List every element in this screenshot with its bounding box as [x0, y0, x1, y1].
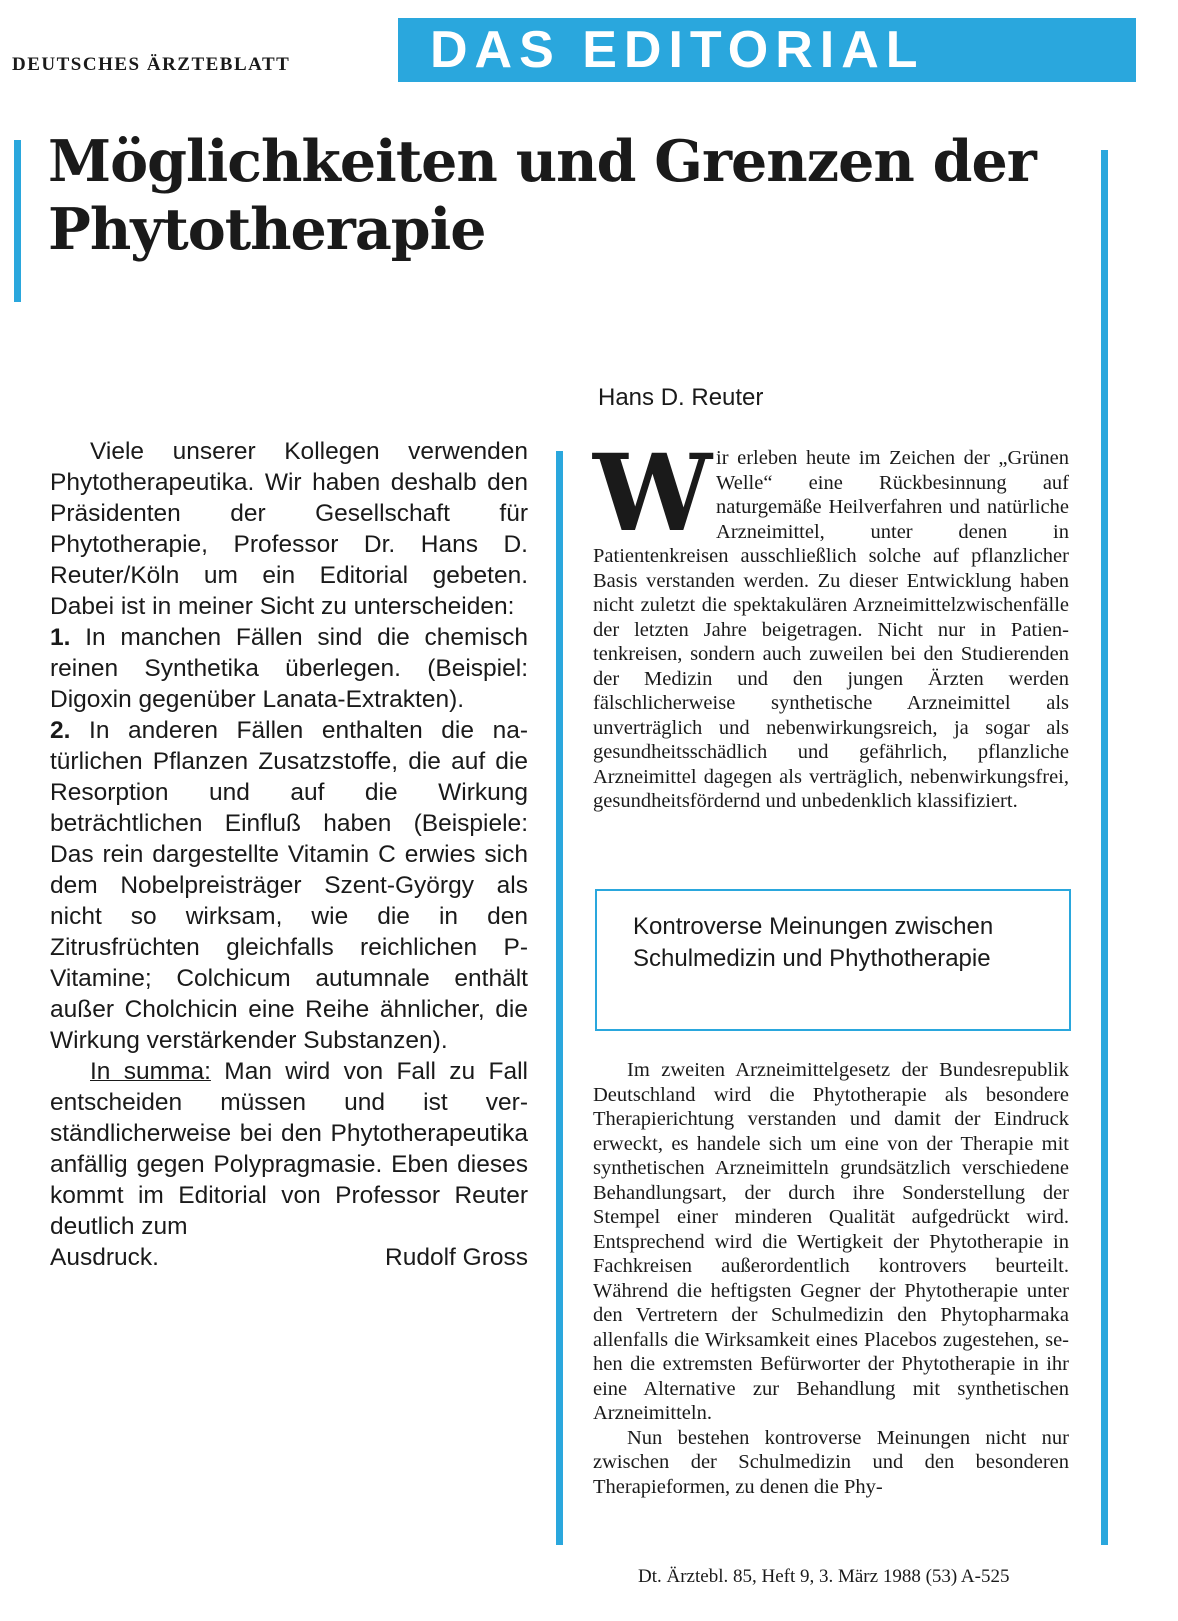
callout-box	[595, 889, 1071, 1031]
section-banner	[398, 18, 1136, 82]
intro-point-1	[50, 622, 528, 715]
right-accent-rule	[1101, 150, 1108, 1545]
point-2-text: In anderen Fällen enthalten die natürlichen Pflanzen Zusatzstoffe, die auf die Resorption und auf die Wirkung beträchtlichen Einfluß haben (Beispiele: Das rein dargestellte Vitamin C erwies sich dem Nobelpreisträger Szent-György als nicht so wirksam, wie die in den Zitrusfrüchten gleichfalls reichlichen P-Vitamine; Colchicum autumnale enthält außer Cholchicin eine Reihe ähnlicher, die Wirkung verstärkender Substanzen).	[50, 717, 528, 1054]
body-paragraph-2: Im zweiten Arzneimittelgesetz der Bundesrepublik Deutschland wird die Phytotherapie als besondere Therapierichtung verstanden und damit der Eindruck erweckt, es handele sich um eine von der Therapie mit synthetischen Arzneimitteln grundsätzlich verschiedene Behandlungsart, der durch ihre Sonderstellung der Stempel einer minderen Qualität aufgedrückt wird. Entsprechend wird die Wertigkeit der Phytotherapie in Fachkreisen außerordentlich kontrovers beurteilt. Während die heftigsten Gegner der Phytotherapie unter den Vertretern der Schulmedizin den Phytopharmaka allenfalls die Wirksamkeit eines Placebos zugestehen, sehen die extremsten Befürworter der Phytotherapie in ihr eine Alternative zur Behandlung mit synthetischen Arzneimitteln.	[593, 1059, 1069, 1424]
intro-last-word: Ausdruck.	[50, 1244, 159, 1271]
body-column-top	[593, 430, 1069, 814]
point-1-text: In manchen Fällen sind die chemisch reinen Synthetika überlegen. (Beispiel: Digoxin gegenüber Lanata-Extrakten).	[50, 624, 528, 713]
intro-paragraph: Viele unserer Kollegen verwenden Phytotherapeutika. Wir haben deshalb den Präsidenten der Gesellschaft für Phytotherapie, Professor Dr. Hans D. Reuter/Köln um ein Editorial gebeten. Dabei ist in meiner Sicht zu unterscheiden:	[50, 438, 528, 620]
summary-text: Man wird von Fall zu Fall entscheiden müssen und ist verständlicherweise bei den Phytotherapeutika anfällig gegen Polypragmasie. Eben dieses kommt im Editorial von Professor Reuter deutlich zum	[50, 1058, 528, 1240]
section-banner-label: DAS EDITORIAL	[430, 21, 925, 79]
page-footer-citation: Dt. Ärztebl. 85, Heft 9, 3. März 1988 (53) A-525	[638, 1566, 1010, 1587]
drop-cap: W	[593, 430, 709, 555]
intro-signature: Rudolf Gross	[385, 1244, 528, 1271]
body-column-bottom	[593, 1058, 1069, 1499]
intro-point-2	[50, 715, 528, 1056]
journal-name: DEUTSCHES ÄRZTEBLATT	[12, 54, 291, 75]
left-accent-rule	[14, 140, 21, 302]
column-divider-rule	[556, 451, 563, 1545]
article-title: Möglichkeiten und Grenzen der Phytotherapie	[48, 128, 1036, 263]
point-2-number: 2.	[50, 717, 71, 744]
intro-summary	[50, 1056, 528, 1242]
callout-heading: Kontroverse Meinungen zwischen Schulmedizin und Phythotherapie	[633, 913, 994, 972]
summary-label: In summa:	[90, 1058, 211, 1085]
body-opening-paragraph	[593, 430, 1069, 814]
author-byline: Hans D. Reuter	[598, 384, 764, 411]
point-1-number: 1.	[50, 624, 71, 651]
body-paragraph-3: Nun bestehen kontroverse Meinungen nicht nur zwischen der Schulmedizin und den besonderen Therapieformen, zu denen die Phy-	[593, 1426, 1069, 1498]
intro-signoff	[50, 1242, 528, 1273]
intro-column	[50, 436, 528, 1273]
opening-paragraph-text: ir erleben heute im Zeichen der „Grünen Welle“ eine Rückbesinnung auf naturgemäße Heilverfahren und natürliche Arzneimittel, unter denen in Patientenkreisen ausschließlich solche auf pflanzlicher Basis verstanden werden. Zu dieser Entwicklung haben nicht zuletzt die spektakulären Arzneimittelzwischenfälle der letzten Jahre beigetragen. Nicht nur in Patientenkreisen, sondern auch zuweilen bei den Studierenden der Medizin und den jungen Ärzten werden fälschlicherweise synthetische Arzneimittel als unverträglich und nebenwirkungsreich, ja sogar als gesundheitsschädlich und gefährlich, pflanzliche Arzneimittel dagegen als verträglich, nebenwirkungsfrei, gesundheitsfördernd und unbedenklich klassifiziert.	[593, 447, 1069, 812]
